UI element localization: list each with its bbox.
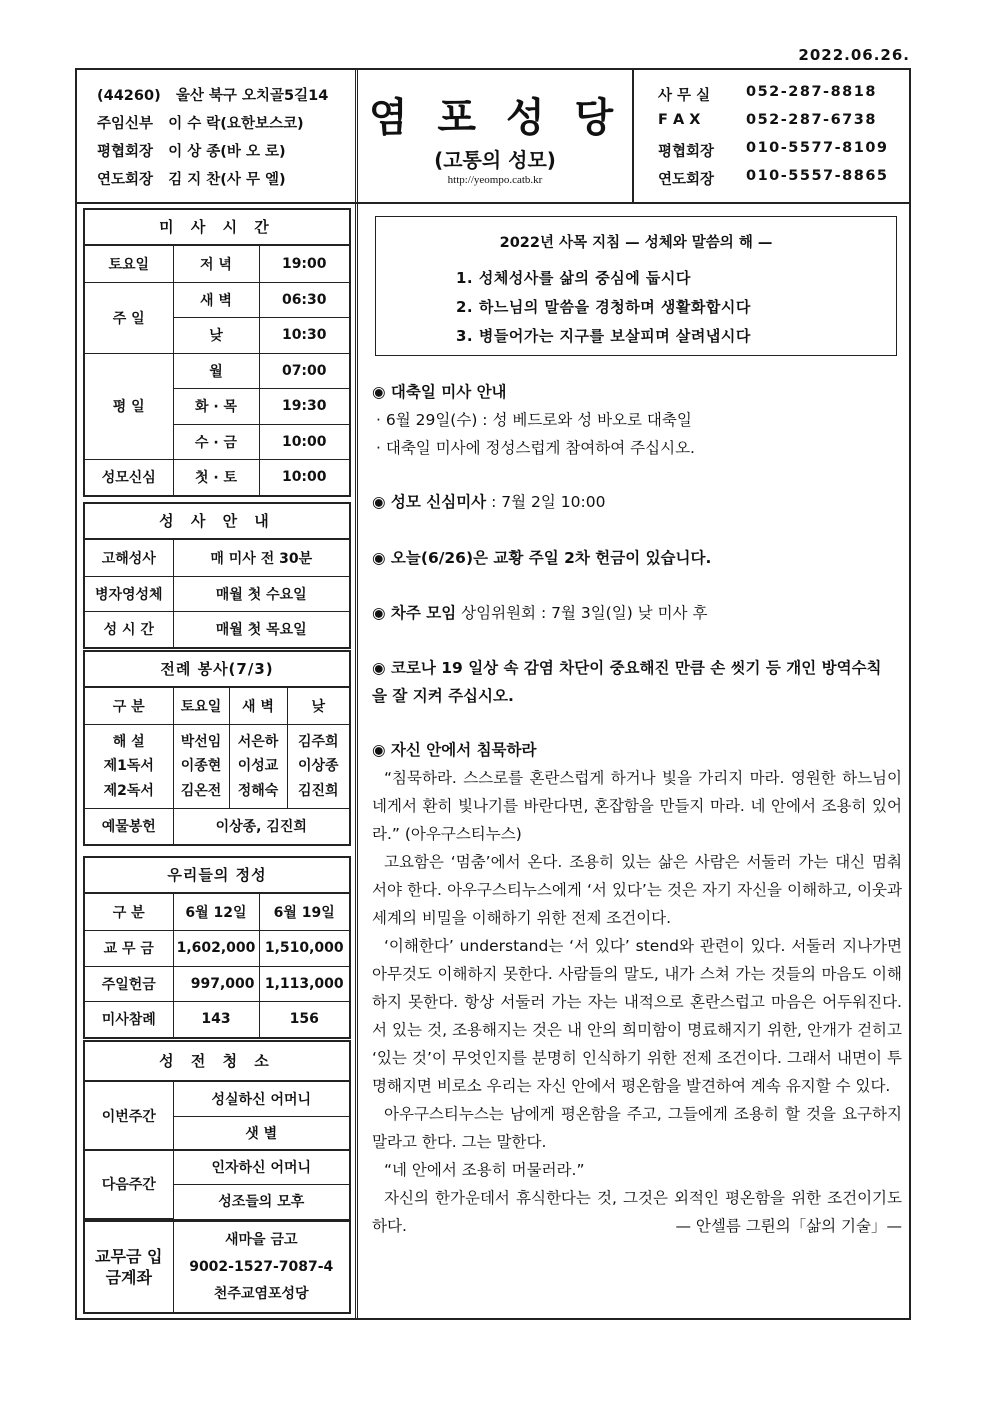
table-row: 낮 10:30 — [85, 317, 349, 353]
parish-subtitle: (고통의 성모) — [434, 148, 556, 172]
policy-item: 2. 하느님의 말씀을 경청하며 생활화합시다 — [456, 298, 751, 316]
header — [77, 70, 909, 204]
table-row: 고해성사 매 미사 전 30분 — [85, 540, 349, 576]
essay-paragraph: 아우구스티누스는 남에게 평온함을 주고, 그들에게 조용히 할 것을 요구하지 말라고 한다. 그는 말한다. — [372, 1105, 902, 1151]
table-row: 수 · 금 10:00 — [85, 424, 349, 459]
essay-paragraph: 자신의 한가운데서 휴식한다는 것, 그것은 외적인 평온함을 위한 조건이기도 하다. — [372, 1189, 902, 1235]
issue-date: 2022.06.26. — [798, 46, 910, 64]
cleaning-table — [85, 1082, 349, 1219]
account-table — [85, 1222, 349, 1312]
council-phone: 평협회장 010-5577-8109 — [658, 140, 889, 160]
essay-paragraph: “침묵하라. 스스로를 혼란스럽게 하거나 빛을 가리지 마라. 영원한 하느님이 네게서 환히 빛나기를 바란다면, 혼잡함을 만들지 마라. 네 안에서 조용히 있어라.” (아우구스티누스) — [372, 769, 902, 843]
marian-notice — [372, 488, 902, 516]
sacraments-box — [83, 502, 351, 649]
essay-section — [372, 736, 902, 1240]
table-row: 다음주간 인자하신 어머니 — [85, 1150, 349, 1184]
account-details: 새마을 금고 9002-1527-7087-4 천주교염포성당 — [173, 1222, 349, 1312]
table-row — [85, 1222, 349, 1312]
table-row: 병자영성체 매월 첫 수요일 — [85, 576, 349, 611]
mass-times-box — [83, 208, 351, 497]
office-phone: 사 무 실 052-287-8818 — [658, 84, 877, 104]
table-row: 이번주간 성실하신 어머니 — [85, 1082, 349, 1116]
cleaning-title: 성 전 청 소 — [85, 1042, 349, 1082]
policy-item: 1. 성체성사를 삶의 중심에 둡시다 — [456, 269, 691, 287]
pastor-line: 주임신부 이 수 락(요한보스코) — [97, 116, 304, 132]
table-row: 성조들의 모후 — [85, 1184, 349, 1218]
finance-title: 우리들의 정성 — [85, 858, 349, 894]
fax-number: F A X 052-287-6738 — [658, 112, 877, 128]
table-row: 토요일 저 녁 19:00 — [85, 246, 349, 282]
table-row: 성 시 간 매월 첫 목요일 — [85, 611, 349, 647]
table-row: 주일헌금 997,000 1,113,000 — [85, 966, 349, 1001]
covid-notice: ◉ 코로나 19 일상 속 감염 차단이 중요해진 만큼 손 씻기 등 개인 방역수칙을 잘 지켜 주십시오. — [372, 659, 882, 705]
table-row: 미사참례 143 156 — [85, 1001, 349, 1037]
meeting-notice — [372, 599, 902, 627]
liturgy-table — [85, 688, 349, 844]
meeting-value: 상임위원회 : 7월 3일(일) 낮 미사 후 — [456, 604, 708, 622]
feast-line: · 6월 29일(수) : 성 베드로와 성 바오로 대축일 — [376, 411, 692, 429]
table-row: 샛 별 — [85, 1116, 349, 1150]
finance-table — [85, 894, 349, 1037]
table-row: 주 일 새 벽 06:30 — [85, 282, 349, 317]
account-label: 교무금 입금계좌 — [85, 1222, 173, 1312]
table-row: 예물봉헌 이상종, 김진희 — [85, 808, 349, 844]
requiem-president-line: 연도회장 김 지 찬(사 무 엘) — [97, 172, 286, 188]
mass-times-title: 미 사 시 간 — [85, 210, 349, 246]
table-row: 교 무 금 1,602,000 1,510,000 — [85, 930, 349, 966]
feast-line: · 대축일 미사에 정성스럽게 참여하여 주십시오. — [376, 439, 695, 457]
left-column — [77, 204, 356, 1318]
account-box — [83, 1220, 351, 1314]
marian-title: ◉ 성모 신심미사 — [372, 493, 487, 511]
bulletin-frame — [75, 68, 911, 1320]
feast-title: ◉ 대축일 미사 안내 — [372, 383, 507, 401]
address-line: (44260) 울산 북구 오치골5길14 — [97, 88, 329, 104]
marian-value: : 7월 2일 10:00 — [486, 493, 606, 511]
table-row: 화 · 목 19:30 — [85, 388, 349, 424]
table-row: 해 설 박선임 서은하 김주희 — [85, 724, 349, 752]
masthead — [357, 70, 633, 202]
meeting-title: ◉ 차주 모임 — [372, 604, 457, 622]
essay-paragraph: 고요함은 ‘멈춤’에서 온다. 조용히 있는 삶은 사람은 서둘러 가는 대신 멈춰 서야 한다. 아우구스티누스에게 ‘서 있다’는 것은 자기 자신을 이해하고, 이웃과 세계의 비밀을 이해하기 위한 전제 조건이다. — [372, 853, 902, 927]
parish-info — [77, 70, 356, 202]
collection-notice: ◉ 오늘(6/26)은 교황 주일 2차 헌금이 있습니다. — [372, 549, 712, 567]
table-header-row: 구 분 토요일 새 벽 낮 — [85, 688, 349, 724]
liturgy-title: 전례 봉사(7/3) — [85, 652, 349, 688]
right-column — [357, 204, 910, 1318]
council-president-line: 평협회장 이 상 종(바 오 로) — [97, 144, 286, 160]
table-row: 성모신심 첫 · 토 10:00 — [85, 459, 349, 495]
table-header-row: 구 분 6월 12일 6월 19일 — [85, 894, 349, 930]
parish-url[interactable]: http://yeompo.catb.kr — [447, 174, 543, 186]
contact-info — [633, 70, 910, 202]
table-row: 제2독서 김온전 정해숙 김진희 — [85, 778, 349, 808]
essay-paragraph: “네 안에서 조용히 머물러라.” — [384, 1161, 585, 1179]
requiem-phone: 연도회장 010-5557-8865 — [658, 168, 889, 188]
parish-title: 염 포 성 당 — [368, 95, 622, 141]
liturgy-box — [83, 650, 351, 846]
finance-box — [83, 856, 351, 1039]
essay-title: ◉ 자신 안에서 침묵하라 — [372, 741, 537, 759]
sacraments-table — [85, 540, 349, 647]
sacraments-title: 성 사 안 내 — [85, 504, 349, 540]
feast-notice — [372, 378, 902, 462]
table-row: 제1독서 이종현 이성교 이상종 — [85, 752, 349, 778]
policy-item: 3. 병들어가는 지구를 보살피며 살려냅시다 — [456, 327, 751, 345]
essay-paragraph: ‘이해한다’ understand는 ‘서 있다’ stend와 관련이 있다. 서둘러 지나가면 아무것도 이해하지 못한다. 사람들의 말도, 내가 스쳐 가는 것들의 마음도 이해하지 못한다. 항상 서둘러 가는 자는 내적으로 혼란스럽고 마음은 어두워진다. 서 있는 것, 조용해지는 것은 내 안의 희미함이 명료해지기 위한, 안개가 걷히고 ‘있는 것’이 무엇인지를 분명히 인식하기 위한 전제 조건이다. 그래서 내면이 투명해지면 비로소 우리는 자신 안에서 평온함을 발견하여 계속 유지할 수 있다. — [372, 937, 902, 1095]
mass-times-table — [85, 246, 349, 495]
table-row: 평 일 월 07:00 — [85, 353, 349, 388]
cleaning-box — [83, 1040, 351, 1221]
policy-heading: 2022년 사목 지침 — 성체와 말씀의 해 — — [499, 235, 773, 251]
essay-source: — 안셀름 그륀의「삶의 기술」— — [675, 1217, 902, 1235]
pastoral-policy-box — [375, 216, 897, 356]
